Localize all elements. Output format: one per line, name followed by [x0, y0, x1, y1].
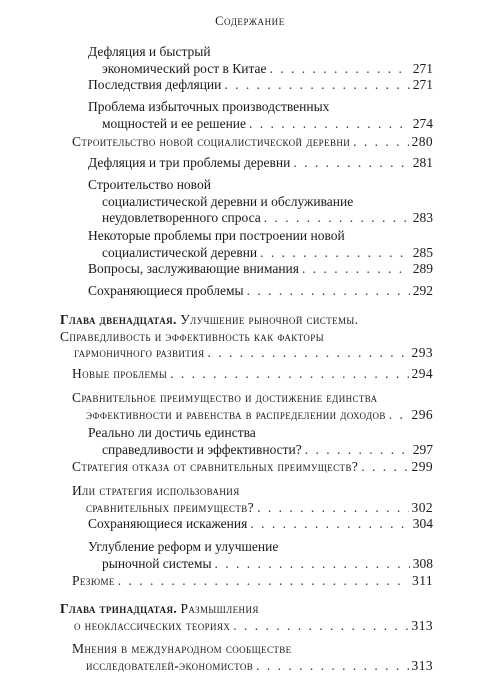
leader-dots [257, 500, 408, 517]
leader-dots [302, 261, 410, 278]
toc-entry-title: гармоничного развития [74, 345, 205, 360]
toc-entry-title: Строительство новой социалистической деревни [72, 134, 351, 149]
toc-section[interactable] [72, 459, 433, 476]
leader-dots [270, 61, 410, 78]
leader-dots [264, 210, 410, 227]
toc-page-number: 313 [411, 617, 433, 633]
toc-entry-title: социалистической деревни [102, 244, 258, 260]
toc-section[interactable] [72, 390, 433, 423]
toc-page-number: 285 [412, 244, 433, 260]
toc-entry-title: Некоторые проблемы при построении новой [88, 228, 345, 243]
toc-page-number: 313 [411, 657, 433, 673]
toc-entry-title: Дефляция и быстрый [88, 44, 211, 59]
toc-entry[interactable] [88, 44, 433, 77]
toc-entry-title: Или стратегия использования [72, 483, 240, 498]
toc-entry-title: эффективности и равенства в распределении доходов [86, 406, 386, 422]
leader-dots [389, 407, 409, 424]
leader-dots [118, 573, 409, 590]
toc-page-number: 308 [412, 555, 433, 571]
toc-page-number: 292 [412, 283, 433, 298]
toc-entry-title: Сохраняющиеся искажения [88, 516, 248, 531]
toc-page-number: 283 [412, 210, 433, 225]
toc-page-number: 311 [412, 573, 433, 588]
leader-dots [249, 116, 410, 133]
toc-section[interactable] [72, 134, 433, 151]
leader-dots [215, 556, 410, 573]
leader-dots [170, 366, 408, 383]
toc-entry-title: рыночной системы [102, 555, 212, 571]
leader-dots [361, 459, 408, 476]
toc-entry-title: Проблема избыточных производственных [88, 99, 330, 114]
leader-dots [305, 442, 410, 459]
leader-dots [250, 516, 409, 533]
toc-entry-title: Размышления [180, 601, 259, 616]
leader-dots [207, 345, 408, 362]
toc-entry-title: социалистической деревни и обслуживание [102, 193, 354, 209]
toc-section[interactable] [72, 366, 433, 383]
toc-entry[interactable] [88, 425, 433, 458]
toc-entry-title: экономический рост в Китае [102, 60, 267, 76]
toc-entry[interactable] [88, 77, 433, 94]
toc-page-number: 299 [411, 459, 433, 474]
toc-section[interactable] [72, 641, 433, 674]
toc-entry-title: Углубление реформ и улучшение [88, 539, 279, 554]
toc-entry[interactable] [88, 539, 433, 572]
toc-section[interactable] [72, 483, 433, 516]
running-head: Содержание [215, 14, 285, 28]
leader-dots [233, 618, 408, 635]
toc-section[interactable] [72, 573, 433, 590]
toc-page-number: 274 [412, 115, 433, 131]
toc-chapter[interactable] [60, 601, 433, 634]
toc-entry[interactable] [88, 228, 433, 261]
toc-page-number: 271 [412, 60, 433, 76]
toc-page-number: 297 [412, 441, 433, 457]
toc-page-number: 304 [412, 516, 433, 531]
toc-entry[interactable] [88, 283, 433, 300]
leader-dots [256, 658, 408, 675]
leader-dots [353, 134, 408, 151]
leader-dots [260, 245, 410, 262]
toc-entry-title: Мнения в международном сообществе [72, 641, 292, 656]
toc-entry-title: сравнительных преимуществ? [86, 499, 255, 515]
toc-entry-title: Последствия дефляции [88, 77, 222, 92]
toc-entry-title: Стратегия отказа от сравнительных преимуществ? [72, 459, 359, 474]
toc-entry-title: о неоклассических теориях [74, 617, 231, 633]
toc-entry[interactable] [88, 177, 433, 227]
toc-entry-title: Вопросы, заслуживающие внимания [88, 261, 299, 276]
toc-page-number: 293 [411, 345, 433, 360]
toc-entry[interactable] [88, 155, 433, 172]
toc-entry-title: Строительство новой [88, 177, 211, 192]
toc-page-number: 289 [412, 261, 433, 276]
toc-page-number: 271 [412, 77, 433, 92]
toc-page-number: 281 [412, 155, 433, 170]
leader-dots [224, 77, 409, 94]
leader-dots [293, 155, 409, 172]
leader-dots [247, 283, 410, 300]
toc-entry-title: исследователей-экономистов [86, 657, 254, 673]
toc-page-number: 294 [411, 366, 433, 381]
toc-entry-title: Улучшение рыночной системы. [180, 312, 359, 327]
toc-entry-title: мощностей и ее решение [102, 115, 247, 131]
toc-entry-title: Новые проблемы [72, 366, 168, 381]
toc-page-number: 302 [411, 499, 433, 515]
toc-page-number: 296 [411, 406, 433, 422]
toc-entry-title: справедливости и эффективности? [102, 441, 302, 457]
toc-entry-title: Справедливость и эффективность как факторы [60, 328, 324, 344]
chapter-label: Глава тринадцатая. [60, 601, 178, 616]
toc-entry-title: неудовлетворенного спроса [102, 210, 261, 225]
toc-entry[interactable] [88, 99, 433, 132]
toc-entry-title: Дефляция и три проблемы деревни [88, 155, 291, 170]
toc-entry-title: Резюме [72, 573, 115, 588]
toc-entry-title: Сравнительное преимущество и достижение единства [72, 390, 378, 405]
toc-entry[interactable] [88, 516, 433, 533]
chapter-label: Глава двенадцатая. [60, 312, 177, 327]
toc-page-number: 280 [411, 134, 433, 149]
toc-entry-title: Сохраняющиеся проблемы [88, 283, 244, 298]
toc-chapter[interactable] [60, 312, 433, 362]
toc-entry-title: Реально ли достичь единства [88, 425, 256, 440]
toc-entry[interactable] [88, 261, 433, 278]
